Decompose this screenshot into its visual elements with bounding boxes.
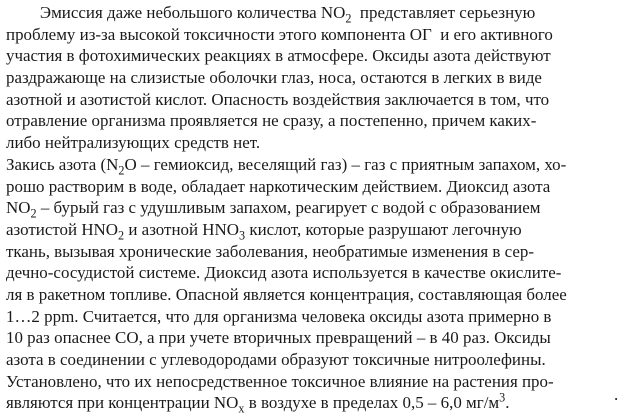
text-line: ткань, вызывая хронические заболевания, необратимые изменения в сер-: [6, 241, 535, 261]
text-line: Эмиссия даже небольшого количества $NO_2$ представляет серьезную: [6, 3, 536, 26]
text-line: дечно-сосудистой системе. Диоксид азота используется в качестве окислите-: [6, 263, 562, 283]
paragraph-1: [6, 2, 620, 154]
trailing-mark: .: [614, 385, 619, 404]
text-line: проблему из-за высокой токсичности этого компонента ОГ и его активного: [6, 24, 553, 44]
text-line: рошо растворим в воде, обладает наркотическим действием. Диоксид азота: [6, 176, 551, 196]
text-line: 10 раз опаснее СО, а при учете вторичных превращений – в 40 раз. Оксиды: [6, 328, 551, 348]
text-line: отравление организма проявляется не сразу, а постепенно, причем каких-: [6, 111, 537, 131]
text-line: 1…2 ppm. Считается, что для организма человека оксиды азота примерно в: [6, 306, 552, 326]
text-line: участия в фотохимических реакциях в атмосфере. Оксиды азота действуют: [6, 46, 551, 66]
text-line: являются при концентрации $NO_x$ в воздухе в пределах 0,5 – 6,0 $мг/м^3$.: [6, 390, 510, 416]
document-text: [6, 2, 620, 414]
text-line: раздражающе на слизистые оболочки глаз, носа, остаются в легких в виде: [6, 68, 542, 88]
text-line: азотной и азотистой кислот. Опасность воздействия заключается в том, что: [6, 89, 550, 109]
text-line: $NO_2$ – бурый газ с удушливым запахом, реагирует с водой с образованием: [6, 198, 541, 221]
text-line: либо нейтрализующих средств нет.: [6, 133, 261, 153]
text-line: азота в соединении с углеводородами образуют токсичные нитроолефины.: [6, 350, 546, 369]
text-line: Закись азота ($N_2O$ – гемиоксид, веселящий газ) – газ с приятным запахом, хо-: [6, 154, 567, 178]
text-line: Установлено, что их непосредственное токсичное влияние на растения про-: [6, 371, 554, 391]
text-line: азотистой $HNO_2$ и азотной $HNO_3$ кислот, которые разрушают легочную: [6, 219, 522, 243]
paragraph-2: [6, 154, 620, 414]
text-line: ля в ракетном топливе. Опасной является концентрация, составляющая более: [6, 284, 567, 304]
